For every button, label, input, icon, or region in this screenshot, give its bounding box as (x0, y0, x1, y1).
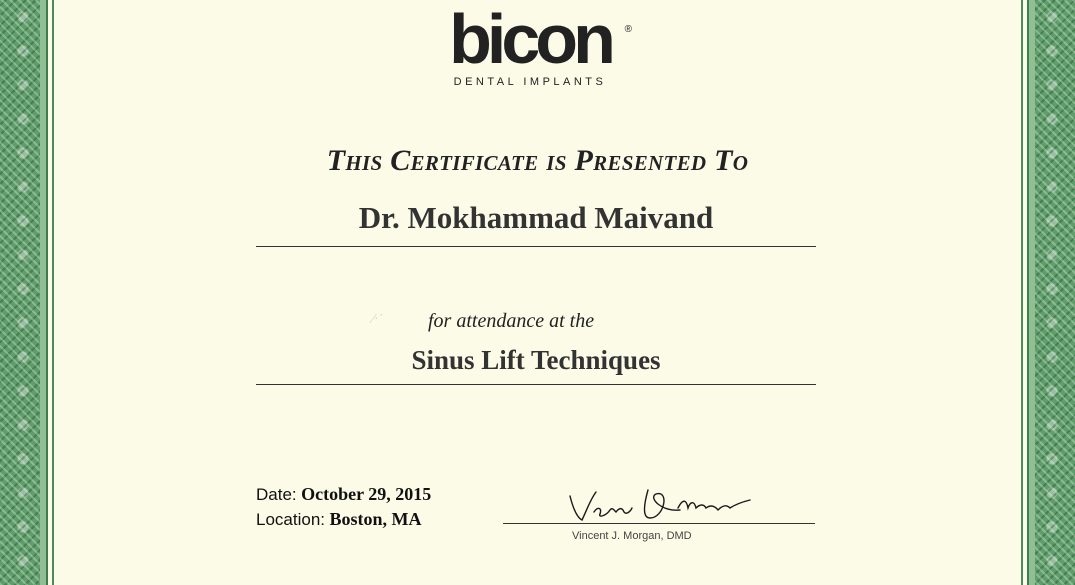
certificate-heading: This Certificate is Presented To (326, 144, 749, 177)
decorative-border-left (0, 0, 48, 585)
location-label: Location: (256, 510, 325, 529)
signatory-name: Vincent J. Morgan, DMD (572, 530, 692, 542)
handwritten-signature (560, 482, 790, 532)
ink-smudge: ∕·˙ (372, 312, 383, 327)
date-value: October 29, 2015 (301, 484, 432, 504)
border-inner-line-right (1021, 0, 1023, 585)
location-line (256, 507, 431, 532)
logo-tagline: DENTAL IMPLANTS (453, 76, 607, 88)
registered-mark: ® (624, 24, 632, 35)
recipient-name: Dr. Mokhammad Maivand (358, 200, 714, 235)
signature-line (503, 523, 815, 524)
recipient-underline (256, 246, 816, 247)
location-value: Boston, MA (329, 509, 422, 529)
bicon-logo (430, 0, 632, 90)
logo-wordmark: bicon (449, 0, 611, 78)
date-label: Date: (256, 485, 297, 504)
attendance-text: for attendance at the (428, 310, 595, 332)
date-line (256, 482, 431, 507)
course-title: Sinus Lift Techniques (411, 345, 661, 375)
decorative-border-right (1027, 0, 1075, 585)
event-details (256, 482, 431, 532)
course-underline (256, 384, 816, 385)
border-inner-line-left (52, 0, 54, 585)
